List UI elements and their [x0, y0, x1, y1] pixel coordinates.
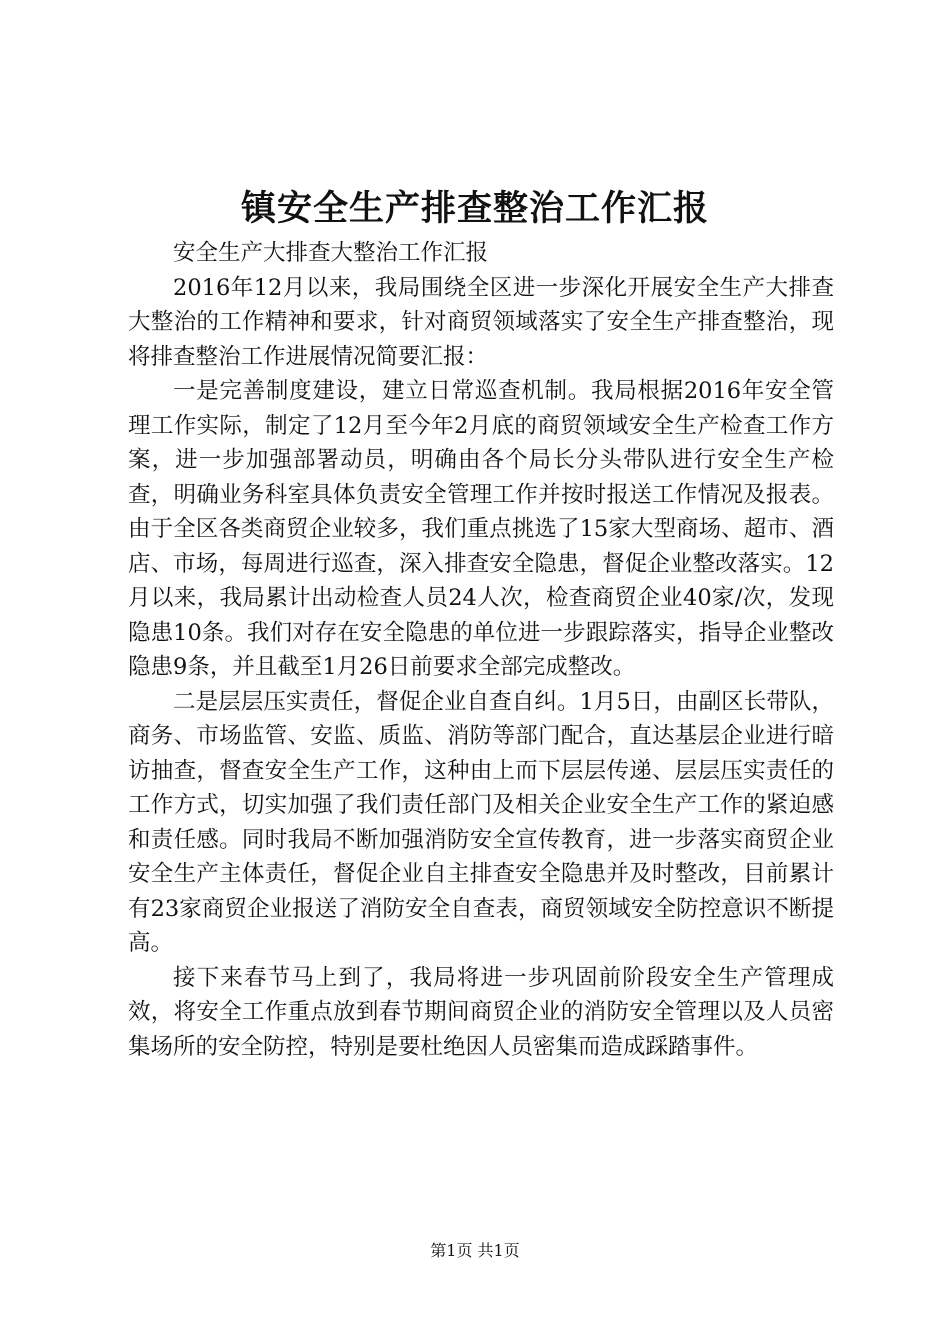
paragraph-responsibility: 二是层层压实责任，督促企业自查自纠。1月5日，由副区长带队，商务、市场监管、安监、质监、消防等部门配合，直达基层企业进行暗访抽查，督查安全生产工作，这种由上而下层层传递、层层压实责任的工作方式，切实加强了我们责任部门及相关企业安全生产工作的紧迫感和责任感。同时我局不断加强消防安全宣传教育，进一步落实商贸企业安全生产主体责任，督促企业自主排查安全隐患并及时整改，目前累计有23家商贸企业报送了消防安全自查表，商贸领域安全防控意识不断提高。: [128, 688, 834, 956]
document-body: [128, 236, 834, 1064]
paragraph-subtitle: 安全生产大排查大整治工作汇报: [173, 240, 489, 266]
paragraph-system-building: 一是完善制度建设，建立日常巡查机制。我局根据2016年安全管理工作实际，制定了12月至今年2月底的商贸领域安全生产检查工作方案，进一步加强部署动员，明确由各个局长分头带队进行安全生产检查，明确业务科室具体负责安全管理工作并按时报送工作情况及报表。由于全区各类商贸企业较多，我们重点挑选了15家大型商场、超市、酒店、市场，每周进行巡查，深入排查安全隐患，督促企业整改落实。12月以来，我局累计出动检查人员24人次，检查商贸企业40家/次，发现隐患10条。我们对存在安全隐患的单位进一步跟踪落实，指导企业整改隐患9条，并且截至1月26日前要求全部完成整改。: [128, 378, 834, 680]
paragraph-next-steps: 接下来春节马上到了，我局将进一步巩固前阶段安全生产管理成效，将安全工作重点放到春节期间商贸企业的消防安全管理以及人员密集场所的安全防控，特别是要杜绝因人员密集而造成踩踏事件。: [128, 964, 834, 1060]
page-footer: 第1页 共1页: [430, 1241, 520, 1260]
paragraph-intro: 2016年12月以来，我局围绕全区进一步深化开展安全生产大排查大整治的工作精神和要求，针对商贸领域落实了安全生产排查整治，现将排查整治工作进展情况简要汇报：: [128, 274, 834, 370]
document-title: 镇安全生产排查整治工作汇报: [240, 188, 709, 229]
